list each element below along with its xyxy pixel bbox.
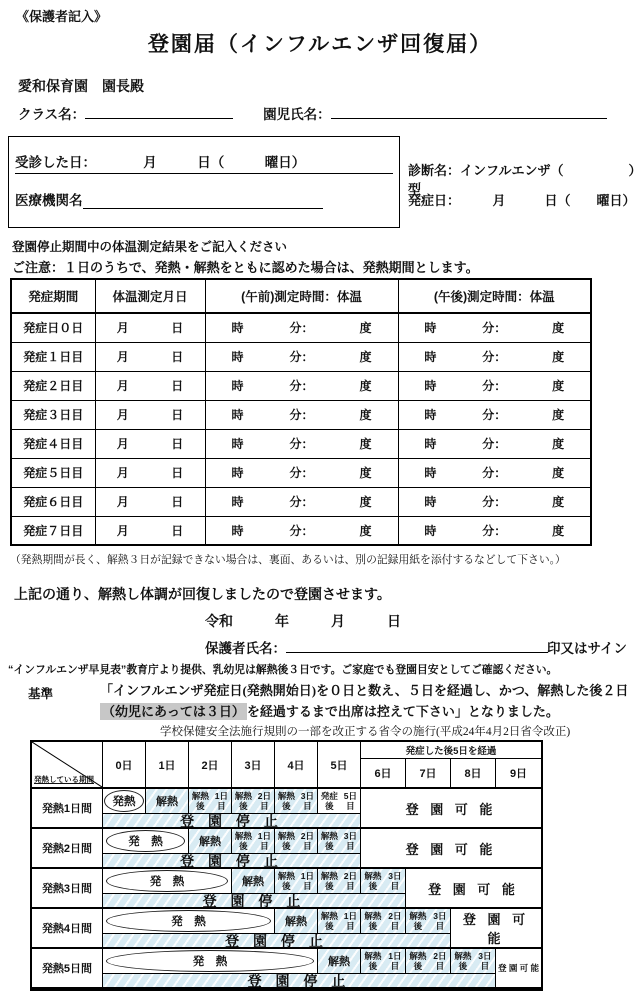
cell-line: 解熱後 <box>364 950 382 971</box>
cell-line: 解熱 <box>328 956 350 968</box>
guardian-row <box>205 637 548 657</box>
class-name-label: クラス名： <box>18 107 86 122</box>
pm-cell <box>398 313 591 342</box>
cell-line: 3日目 <box>388 870 402 891</box>
am-cell-flex <box>206 493 398 510</box>
date-cell-flex <box>96 406 205 423</box>
row-label: 発症２日目 <box>11 371 95 400</box>
cell-line: 2日目 <box>257 790 271 811</box>
post-fever-day-cell <box>361 869 406 894</box>
day-header: 1日 <box>146 742 189 789</box>
cell-line: 1日目 <box>257 830 271 851</box>
seal-note: 印又はサイン <box>547 641 628 656</box>
cell-line: 3日目 <box>478 950 492 971</box>
post-fever-day-cell <box>361 949 406 974</box>
post-fever-day-cell <box>318 789 361 814</box>
clinic-label: 医療機関名 <box>15 193 83 208</box>
date-part: 日 <box>171 466 184 480</box>
cell-line: 解熱後 <box>364 870 382 891</box>
clinic-name-field <box>83 196 323 210</box>
criteria-line-1: 「インフルエンザ発症日(発熱開始日)を０日と数え、５日を経過し、かつ、解熱した後２日 <box>100 683 629 698</box>
guardian-name-label: 保護者氏名： <box>205 641 286 656</box>
law-revision-note: 学校保健安全法施行規則の一部を改正する省令の施行(平成24年4月2日省令改正) <box>160 726 571 738</box>
post-fever-day-cell <box>406 949 451 974</box>
row-label: 発症１日目 <box>11 342 95 371</box>
post-fever-day-cell <box>318 869 361 894</box>
time-part: 度 <box>552 437 565 451</box>
clinic-line <box>15 189 323 209</box>
time-part: 度 <box>359 321 372 336</box>
table-row <box>11 429 591 458</box>
am-cell-flex <box>206 348 398 365</box>
time-part: 分： <box>289 466 314 480</box>
date-cell-flex <box>96 493 205 510</box>
page-title: 登園届（インフルエンザ回復届） <box>147 33 493 56</box>
row-label: 発症３日目 <box>11 400 95 429</box>
time-part: 度 <box>359 466 372 480</box>
time-part: 時 <box>424 408 437 422</box>
date-cell <box>95 342 205 371</box>
time-part: 分： <box>289 437 314 451</box>
pm-cell <box>398 342 591 371</box>
time-part: 時 <box>424 495 437 509</box>
am-cell <box>205 458 398 487</box>
col-header-am: (午前)測定時間：体温 <box>205 279 398 313</box>
table-row <box>11 458 591 487</box>
criteria-line-2 <box>100 701 559 720</box>
pm-cell-flex <box>399 406 591 423</box>
day-header: 8日 <box>451 759 496 789</box>
cell-line: 3日目 <box>343 830 357 851</box>
am-cell-flex <box>206 377 398 394</box>
cell-line: 2日目 <box>388 910 402 931</box>
pm-cell-flex <box>399 377 591 394</box>
time-part: 時 <box>231 379 244 393</box>
pm-cell-flex <box>399 319 591 336</box>
am-cell <box>205 516 398 545</box>
pm-cell <box>398 516 591 545</box>
time-part: 度 <box>552 408 565 422</box>
date-cell-flex <box>96 348 205 365</box>
cell-line: 1日目 <box>343 910 357 931</box>
temp-instruction: 登園停止期間中の体温測定結果をご記入ください <box>12 240 288 254</box>
am-cell <box>205 313 398 342</box>
day-header: 2日 <box>189 742 232 789</box>
post-fever-day-cell <box>451 949 496 974</box>
date-part: 月 <box>116 379 129 393</box>
fever-cell <box>103 789 146 814</box>
cell-line: 解熱後 <box>191 790 209 811</box>
cell-line: 2日目 <box>300 830 314 851</box>
table-row <box>11 516 591 545</box>
col-header-pm: (午後)測定時間：体温 <box>398 279 591 313</box>
date-part: 日 <box>171 408 184 422</box>
time-part: 度 <box>552 350 565 364</box>
time-part: 度 <box>359 379 372 393</box>
day-header: 7日 <box>406 759 451 789</box>
day-header: 6日 <box>361 759 406 789</box>
time-part: 時 <box>231 408 244 422</box>
time-part: 分： <box>289 523 314 538</box>
date-line: 令和 年 月 日 <box>205 613 401 629</box>
date-part: 日 <box>171 350 184 364</box>
cell-line: 2日目 <box>433 950 447 971</box>
time-part: 分： <box>289 379 314 393</box>
cell-line: 1日目 <box>388 950 402 971</box>
fever-ellipse: 発 熱 <box>106 910 271 932</box>
row-label: 発症６日目 <box>11 487 95 516</box>
schedule-corner-cell <box>32 742 103 789</box>
date-part: 日 <box>171 437 184 451</box>
attend-ok-cell: 登 園 可 能 <box>451 909 541 949</box>
group-header: 発症した後5日を経過 <box>361 742 541 759</box>
am-cell-flex <box>206 406 398 423</box>
time-part: 度 <box>359 437 372 451</box>
name-row <box>18 103 607 123</box>
table-row <box>11 400 591 429</box>
time-part: 度 <box>552 321 565 336</box>
time-part: 分： <box>289 321 314 336</box>
attend-stop-band: 登 園 停 止 <box>103 854 361 869</box>
post-fever-day-cell <box>361 909 406 934</box>
onset-date-line: 発症日： 月 日（ 曜日） <box>408 193 636 208</box>
date-part: 月 <box>116 321 129 336</box>
attend-ok-cell: 登 園 可 能 <box>361 789 541 829</box>
pm-cell <box>398 458 591 487</box>
attend-stop-band: 登 園 停 止 <box>103 814 361 829</box>
cell-line: 解熱 <box>285 916 307 928</box>
time-part: 時 <box>424 350 437 364</box>
time-part: 度 <box>552 379 565 393</box>
row-label: 発症７日目 <box>11 516 95 545</box>
time-part: 度 <box>359 523 372 538</box>
table-row <box>11 487 591 516</box>
cell-line: 解熱 <box>156 796 178 808</box>
day-header: 0日 <box>103 742 146 789</box>
post-fever-day-cell <box>318 829 361 854</box>
time-part: 分： <box>482 437 507 451</box>
date-part: 月 <box>116 523 129 538</box>
cell-line: 解熱後 <box>320 870 338 891</box>
cell-line: 解熱後 <box>409 950 427 971</box>
am-cell <box>205 429 398 458</box>
visit-date-line: 受診した日： 月 日（ 曜日） <box>15 151 393 174</box>
date-cell-flex <box>96 522 205 539</box>
temperature-table <box>10 278 592 546</box>
pm-cell <box>398 487 591 516</box>
time-part: 分： <box>289 495 314 509</box>
criteria-label: 基準 <box>28 687 54 701</box>
form-annotation: 《保護者記入》 <box>16 9 108 24</box>
cell-line: 解熱後 <box>409 910 427 931</box>
recovery-statement: 上記の通り、解熱し体調が回復しましたので登園させます。 <box>14 586 391 602</box>
am-cell <box>205 400 398 429</box>
date-cell <box>95 487 205 516</box>
flu-reference-note: “インフルエンザ早見表”教育庁より提供、乳幼児は解熱後３日です。ご家庭でも登園目安としてご確認ください。 <box>8 664 558 676</box>
criteria-highlight: （幼児にあっては３日） <box>102 704 245 719</box>
pm-cell-flex <box>399 348 591 365</box>
post-fever-day-cell <box>406 909 451 934</box>
pm-cell-flex <box>399 493 591 510</box>
day-header: 3日 <box>232 742 275 789</box>
guardian-name-field <box>286 640 548 654</box>
time-part: 分： <box>482 379 507 393</box>
cell-line: 解熱後 <box>364 910 382 931</box>
am-cell-flex <box>206 435 398 452</box>
table-row <box>11 342 591 371</box>
corner-label: 発熱している期間 <box>34 775 94 784</box>
criteria-line-2-rest: を経過するまで出席は控えて下さい」となりました。 <box>246 704 559 719</box>
visit-date-box <box>8 136 400 228</box>
col-header-date: 体温測定月日 <box>95 279 205 313</box>
cell-line: 解熱後 <box>277 830 295 851</box>
time-part: 度 <box>359 408 372 422</box>
time-part: 分： <box>289 408 314 422</box>
cell-line: 1日目 <box>214 790 228 811</box>
temperature-table-header-row <box>11 279 591 313</box>
row-label: 発症日０日 <box>11 313 95 342</box>
cell-line: 2日目 <box>343 870 357 891</box>
fever-period-label: 発熱2日間 <box>32 829 103 869</box>
date-cell-flex <box>96 464 205 481</box>
date-cell <box>95 371 205 400</box>
day-header: 5日 <box>318 742 361 789</box>
addressee: 愛和保育園 園長殿 <box>18 78 144 94</box>
col-header-period: 発症期間 <box>11 279 95 313</box>
pm-cell <box>398 429 591 458</box>
time-part: 度 <box>359 350 372 364</box>
date-cell-flex <box>96 435 205 452</box>
fever-period-label: 発熱5日間 <box>32 949 103 989</box>
time-part: 分： <box>482 321 507 336</box>
pm-cell-flex <box>399 435 591 452</box>
date-part: 日 <box>171 321 184 336</box>
temperature-table-body <box>11 313 591 545</box>
attend-ok-cell: 登 園 可 能 <box>496 949 541 989</box>
date-cell <box>95 313 205 342</box>
cell-line: 解熱後 <box>320 830 338 851</box>
cell-line: 1日目 <box>300 870 314 891</box>
date-cell <box>95 516 205 545</box>
am-cell-flex <box>206 464 398 481</box>
am-cell <box>205 371 398 400</box>
date-part: 日 <box>171 495 184 509</box>
cell-line: 3日目 <box>433 910 447 931</box>
pm-cell <box>398 400 591 429</box>
fever-ellipse: 発 熱 <box>106 950 314 972</box>
day-header: 4日 <box>275 742 318 789</box>
class-name-field <box>85 106 233 120</box>
time-part: 分： <box>482 350 507 364</box>
time-part: 時 <box>231 495 244 509</box>
time-part: 度 <box>359 495 372 509</box>
date-cell-flex <box>96 377 205 394</box>
attend-ok-cell: 登 園 可 能 <box>361 829 541 869</box>
cell-line: 発症後 <box>320 790 338 811</box>
fever-ellipse: 発熱 <box>104 790 144 812</box>
diagnosis-line: 診断名：インフルエンザ（ ）型 <box>408 163 635 197</box>
cell-line: 解熱後 <box>277 870 295 891</box>
attend-stop-band: 登 園 停 止 <box>103 974 496 989</box>
pm-cell <box>398 371 591 400</box>
am-cell-flex <box>206 319 398 336</box>
row-label: 発症５日目 <box>11 458 95 487</box>
time-part: 時 <box>424 523 437 538</box>
fever-period-label: 発熱1日間 <box>32 789 103 829</box>
attend-stop-band: 登 園 停 止 <box>103 894 406 909</box>
date-cell <box>95 400 205 429</box>
pm-cell-flex <box>399 464 591 481</box>
attend-ok-cell: 登 園 可 能 <box>406 869 541 909</box>
date-part: 月 <box>116 408 129 422</box>
fever-ellipse: 発 熱 <box>106 870 228 892</box>
time-part: 分： <box>482 408 507 422</box>
time-part: 度 <box>552 466 565 480</box>
cell-line: 解熱後 <box>277 790 295 811</box>
time-part: 分： <box>289 350 314 364</box>
table-row <box>11 371 591 400</box>
date-cell-flex <box>96 319 205 336</box>
fever-cell <box>103 829 189 854</box>
time-part: 時 <box>231 523 244 538</box>
date-part: 月 <box>116 495 129 509</box>
fever-period-label: 発熱3日間 <box>32 869 103 909</box>
cell-line: 3日目 <box>300 790 314 811</box>
am-cell <box>205 342 398 371</box>
fever-period-label: 発熱4日間 <box>32 909 103 949</box>
date-part: 月 <box>116 466 129 480</box>
row-label: 発症４日目 <box>11 429 95 458</box>
cell-line: 5日目 <box>343 790 357 811</box>
cell-line: 解熱後 <box>234 830 252 851</box>
day-header: 9日 <box>496 759 541 789</box>
fever-ellipse: 発 熱 <box>106 830 185 852</box>
table-footnote: （発熱期間が長く、解熱３日が記録できない場合は、裏面、あるいは、別の記録用紙を添付するなどして下さい。） <box>10 554 566 566</box>
date-cell <box>95 458 205 487</box>
time-part: 度 <box>552 523 565 538</box>
date-part: 日 <box>171 523 184 538</box>
cell-line: 解熱後 <box>454 950 472 971</box>
cell-line: 解熱後 <box>320 910 338 931</box>
cell-line: 解熱 <box>199 836 221 848</box>
time-part: 分： <box>482 466 507 480</box>
time-part: 時 <box>424 379 437 393</box>
child-name-field <box>331 106 607 120</box>
child-name-label: 園児氏名： <box>263 107 331 122</box>
time-part: 時 <box>424 321 437 336</box>
date-part: 月 <box>116 437 129 451</box>
date-part: 日 <box>171 379 184 393</box>
time-part: 時 <box>231 466 244 480</box>
date-cell <box>95 429 205 458</box>
date-part: 月 <box>116 350 129 364</box>
table-row <box>11 313 591 342</box>
time-part: 時 <box>424 437 437 451</box>
am-cell <box>205 487 398 516</box>
time-part: 時 <box>231 321 244 336</box>
am-cell-flex <box>206 522 398 539</box>
pm-cell-flex <box>399 522 591 539</box>
time-part: 分： <box>482 523 507 538</box>
cell-line: 解熱 <box>242 876 264 888</box>
attend-stop-band: 登 園 停 止 <box>103 934 451 949</box>
temp-caution: ご注意：１日のうちで、発熱・解熱をともに認めた場合は、発熱期間とします。 <box>12 260 479 275</box>
time-part: 時 <box>231 437 244 451</box>
time-part: 時 <box>231 350 244 364</box>
schedule-table <box>30 740 543 991</box>
time-part: 時 <box>424 466 437 480</box>
time-part: 分： <box>482 495 507 509</box>
cell-line: 解熱後 <box>234 790 252 811</box>
time-part: 度 <box>552 495 565 509</box>
